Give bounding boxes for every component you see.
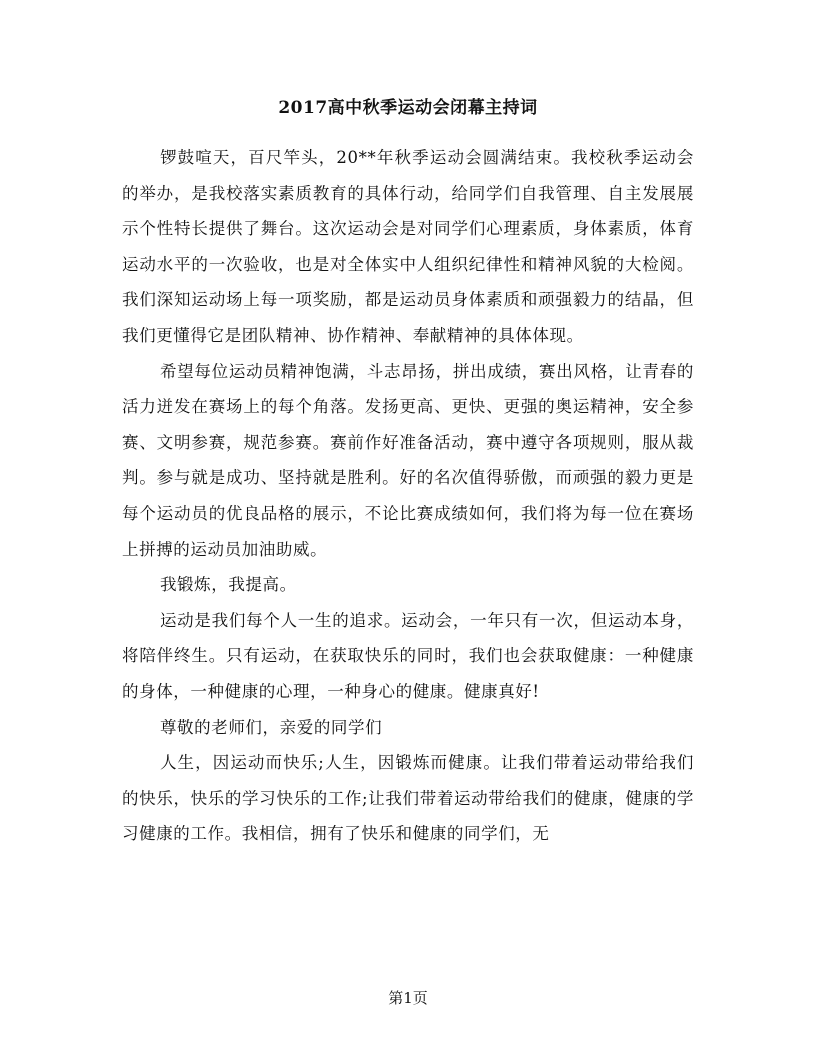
document-title: 2017高中秋季运动会闭幕主持词: [278, 98, 538, 118]
paragraph-athletes: 希望每位运动员精神饱满，斗志昂扬，拼出成绩，赛出风格，让青春的活力迸发在赛场上的每个角落。发扬更高、更快、更强的奥运精神，安全参赛、文明参赛，规范参赛。赛前作好准备活动，赛中遵守各项规则，服从裁判。参与就是成功、坚持就是胜利。好的名次值得骄傲，而顽强的毅力更是每个运动员的优良品格的展示，不论比赛成绩如何，我们将为每一位在赛场上拼搏的运动员加油助威。: [122, 361, 694, 559]
paragraph-opening: 锣鼓喧天，百尺竿头，20**年秋季运动会圆满结束。我校秋季运动会的举办，是我校落实素质教育的具体行动，给同学们自我管理、自主发展展示个性特长提供了舞台。这次运动会是对同学们心理素质，身体素质，体育运动水平的一次验收，也是对全体实中人组织纪律性和精神风貌的大检阅。我们深知运动场上每一项奖励，都是运动员身体素质和顽强毅力的结晶，但我们更懂得它是团队精神、协作精神、奉献精神的具体体现。: [122, 148, 694, 345]
paragraph-greeting: 尊敬的老师们，亲爱的同学们: [159, 717, 383, 737]
paragraph-closing: 人生，因运动而快乐;人生，因锻炼而健康。让我们带着运动带给我们的快乐，快乐的学习快乐的工作;让我们带着运动带给我们的健康，健康的学习健康的工作。我相信，拥有了快乐和健康的同学们，无: [122, 753, 694, 844]
paragraph-slogan: 我锻炼，我提高。: [159, 575, 297, 595]
paragraph-health: 运动是我们每个人一生的追求。运动会，一年只有一次，但运动本身，将陪伴终生。只有运动，在获取快乐的同时，我们也会获取健康：一种健康的身体，一种健康的心理，一种身心的健康。健康真好!: [122, 610, 694, 701]
page-number: 第1页: [388, 989, 428, 1007]
document-body: [122, 140, 694, 852]
